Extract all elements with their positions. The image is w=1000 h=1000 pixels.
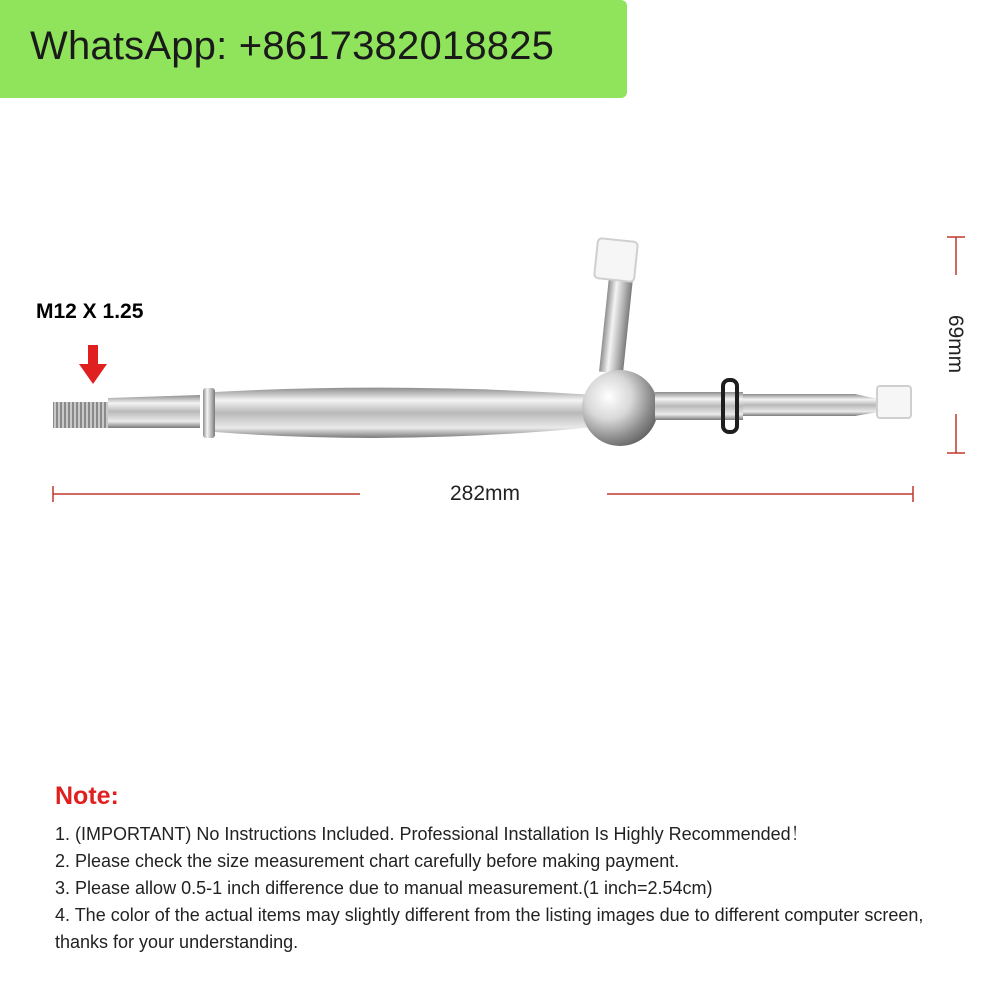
right-tip-shaft (743, 394, 855, 416)
top-white-cap (594, 238, 638, 282)
note-title: Note: (55, 782, 119, 810)
lower-shaft (108, 395, 200, 428)
pivot-ball (582, 370, 658, 446)
length-label: 282mm (449, 482, 521, 505)
right-tip-taper (855, 394, 878, 416)
right-shaft (655, 392, 743, 420)
height-label: 69mm (944, 314, 967, 374)
note-item: 4. The color of the actual items may slightly different from the listing images due to different computer screen, thanks for your understanding. (55, 905, 924, 952)
note-item: 3. Please allow 0.5-1 inch difference due to manual measurement.(1 inch=2.54cm) (55, 878, 713, 898)
note-item: 2. Please check the size measurement chart carefully before making payment. (55, 851, 680, 871)
end-white-cap (877, 386, 911, 418)
note-section (55, 782, 975, 956)
whatsapp-contact: WhatsApp: +8617382018825 (30, 24, 555, 68)
note-item: 1. (IMPORTANT) No Instructions Included. Professional Installation Is Highly Recommended！ (55, 824, 809, 844)
main-shaft (215, 388, 595, 438)
vertical-stick (599, 277, 633, 374)
shaft-collar (203, 388, 215, 438)
threaded-end (53, 402, 109, 428)
thread-size-label: M12 X 1.25 (36, 300, 144, 323)
red-arrow-icon (79, 345, 107, 384)
